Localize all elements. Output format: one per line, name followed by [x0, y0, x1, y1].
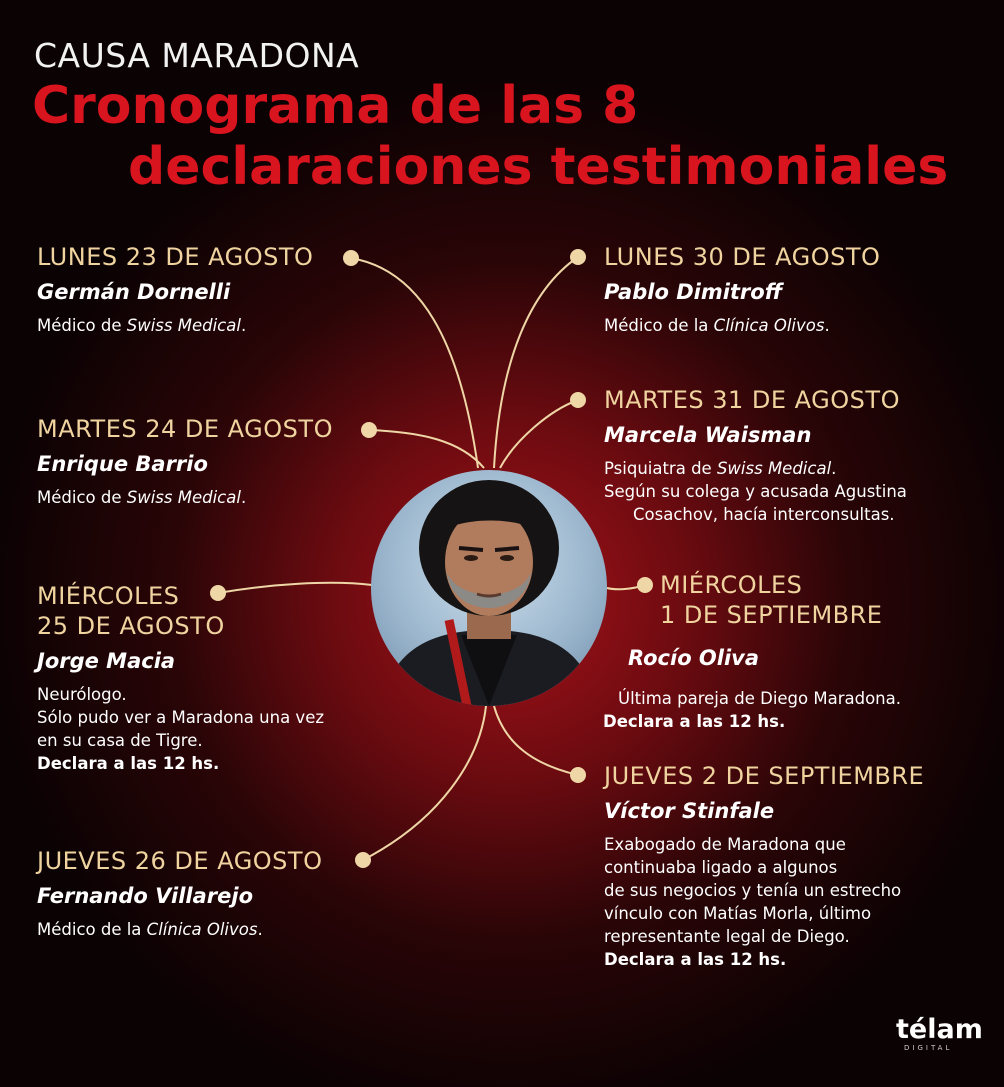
connector-line: [494, 257, 578, 468]
main-title-line2: declaraciones testimoniales: [128, 137, 949, 197]
entry-date: MARTES 31 DE AGOSTO: [604, 386, 900, 414]
entry-stinfale: [604, 761, 924, 971]
entry-desc: Psiquiatra de Swiss Medical. Según su colega y acusada Agustina Cosachov, hacía interconsultas.: [604, 459, 907, 524]
entry-date: 25 DE AGOSTO: [37, 612, 225, 640]
entry-date: JUEVES 2 DE SEPTIEMBRE: [604, 762, 925, 790]
connector-line: [500, 400, 578, 468]
entry-waisman: [604, 385, 907, 526]
entry-desc: Neurólogo. Sólo pudo ver a Maradona una vez en su casa de Tigre. Declara a las 12 hs.: [37, 685, 325, 773]
entry-desc: Médico de Swiss Medical.: [37, 316, 247, 335]
entry-date: MARTES 24 DE AGOSTO: [37, 415, 333, 443]
entry-name: Fernando Villarejo: [37, 884, 254, 908]
main-title-line1: Cronograma de las 8: [32, 76, 639, 136]
connector-line: [363, 706, 486, 860]
entry-oliva-body: [628, 638, 759, 670]
telam-logo-sub: DIGITAL: [904, 1044, 953, 1052]
kicker-title: CAUSA MARADONA: [34, 36, 360, 75]
connector-dot: [570, 392, 586, 408]
entry-date: 1 DE SEPTIEMBRE: [660, 601, 883, 629]
telam-logo: télam: [896, 1014, 983, 1045]
connector-dot: [361, 422, 377, 438]
entry-date: LUNES 23 DE AGOSTO: [37, 243, 314, 271]
entry-name: Víctor Stinfale: [604, 799, 775, 823]
entry-dimitroff: [604, 242, 880, 337]
entry-date: LUNES 30 DE AGOSTO: [604, 243, 881, 271]
entry-name: Marcela Waisman: [604, 423, 812, 447]
entry-name: Pablo Dimitroff: [604, 280, 783, 304]
entry-oliva-desc: [603, 677, 901, 733]
connector-line: [369, 430, 484, 468]
entry-name: Enrique Barrio: [37, 452, 208, 476]
entry-macia: [37, 581, 324, 775]
entry-name: Jorge Macia: [37, 649, 176, 673]
entry-date: MIÉRCOLES: [37, 582, 180, 610]
entry-desc: Exabogado de Maradona que continuaba ligado a algunos de sus negocios y tenía un estrecho vínculo con Matías Morla, último representante legal de Diego. Declara a las 12 hs.: [604, 835, 902, 969]
entry-dornelli: [37, 242, 313, 337]
entry-desc: Médico de la Clínica Olivos.: [37, 920, 263, 939]
entry-desc: Médico de la Clínica Olivos.: [604, 316, 830, 335]
connector-dot: [570, 767, 586, 783]
connector-line: [494, 706, 578, 775]
entry-date: MIÉRCOLES: [660, 571, 803, 599]
entry-oliva: [660, 570, 882, 630]
entry-barrio: [37, 414, 333, 509]
entry-villarejo: [37, 846, 322, 941]
entry-name: Germán Dornelli: [37, 280, 231, 304]
entry-date: JUEVES 26 DE AGOSTO: [37, 847, 323, 875]
connector-dot: [570, 249, 586, 265]
entry-desc: Última pareja de Diego Maradona. Declara a las 12 hs.: [603, 689, 901, 731]
entry-desc: Médico de Swiss Medical.: [37, 488, 247, 507]
portrait-photo: [371, 470, 607, 706]
connector-dot: [343, 250, 359, 266]
connector-dot: [637, 577, 653, 593]
entry-name: Rocío Oliva: [628, 646, 760, 670]
connector-dot: [355, 852, 371, 868]
